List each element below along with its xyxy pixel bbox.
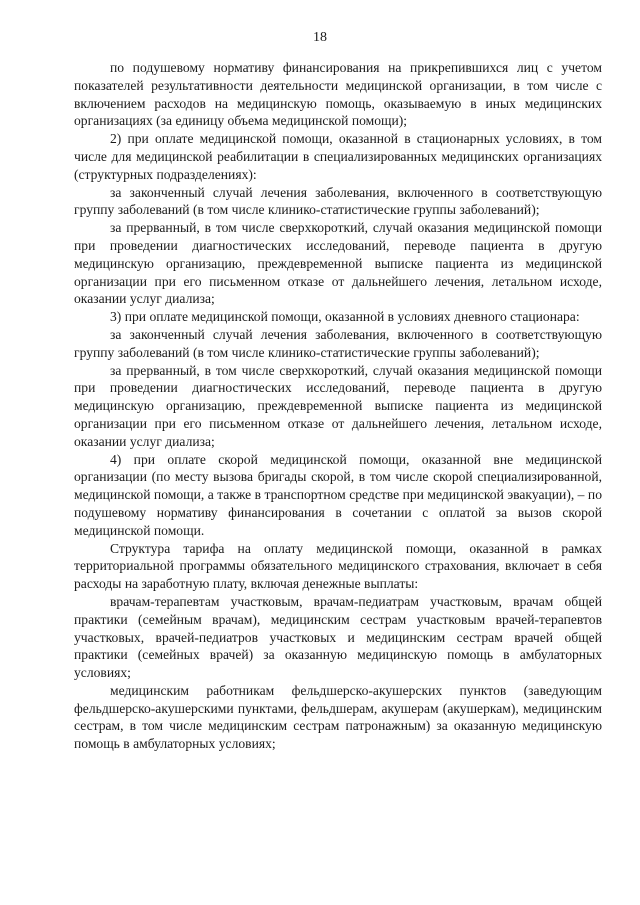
paragraph-5: 3) при оплате медицинской помощи, оказанной в условиях дневного стационара: xyxy=(110,309,580,325)
paragraph-1: по подушевому нормативу финансирования на прикрепившихся лиц с учетом показателей результативности деятельности медицинской организации, в том числе с включением расходов на медицинскую помощь, оказываемую в иных медицинских организациях (за единицу объема медицинской помощи); xyxy=(74,60,602,129)
paragraph-9: Структура тарифа на оплату медицинской помощи, оказанной в рамках территориальной программы обязательного медицинского страхования, включает в себя расходы на заработную плату, включая денежные выплаты: xyxy=(74,540,602,592)
paragraph-7: за прерванный, в том числе сверхкороткий, случай оказания медицинской помощи при проведении диагностических исследований, переводе пациента в другую медицинскую организацию, преждевременной выписке пациента из медицинской организации при его письменном отказе от дальнейшего лечения, летальном исходе, оказании услуг диализа; xyxy=(74,362,602,449)
paragraph-4: за прерванный, в том числе сверхкороткий, случай оказания медицинской помощи при проведении диагностических исследований, переводе пациента в другую медицинскую организацию, преждевременной выписке пациента из медицинской организации при его письменном отказе от дальнейшего лечения, летальном исходе, оказании услуг диализа; xyxy=(74,220,602,307)
paragraph-3: за законченный случай лечения заболевания, включенного в соответствующую группу заболеваний (в том числе клинико-статистические группы заболеваний); xyxy=(74,184,602,218)
paragraph-10: врачам-терапевтам участковым, врачам-педиатрам участковым, врачам общей практики (семейным врачам), медицинским сестрам участковым врачей-терапевтов участковых, врачей-педиатров участковых и медицинским сестрам врачей общей практики (семейных врачей) за оказанную медицинскую помощь в амбулаторных условиях; xyxy=(74,593,602,681)
paragraph-2: 2) при оплате медицинской помощи, оказанной в стационарных условиях, в том числе для медицинской реабилитации в специализированных медицинских организациях (структурных подразделениях): xyxy=(74,131,602,182)
page-number: 18 xyxy=(313,30,327,45)
paragraph-8: 4) при оплате скорой медицинской помощи, оказанной вне медицинской организации (по месту вызова бригады скорой, в том числе скорой специализированной, медицинской помощи, а также в транспортном средстве при медицинской эвакуации), – по подушевому нормативу финансирования в сочетании с оплатой за вызов скорой медицинской помощи. xyxy=(74,451,602,538)
paragraph-6: за законченный случай лечения заболевания, включенного в соответствующую группу заболеваний (в том числе клинико-статистические группы заболеваний); xyxy=(74,326,602,360)
document-body xyxy=(74,59,602,753)
paragraph-11: медицинским работникам фельдшерско-акушерских пунктов (заведующим фельдшерско-акушерскими пунктами, фельдшерам, акушерам (акушеркам), медицинским сестрам, в том числе медицинским сестрам патронажным) за оказанную медицинскую помощь в амбулаторных условиях; xyxy=(74,682,602,752)
